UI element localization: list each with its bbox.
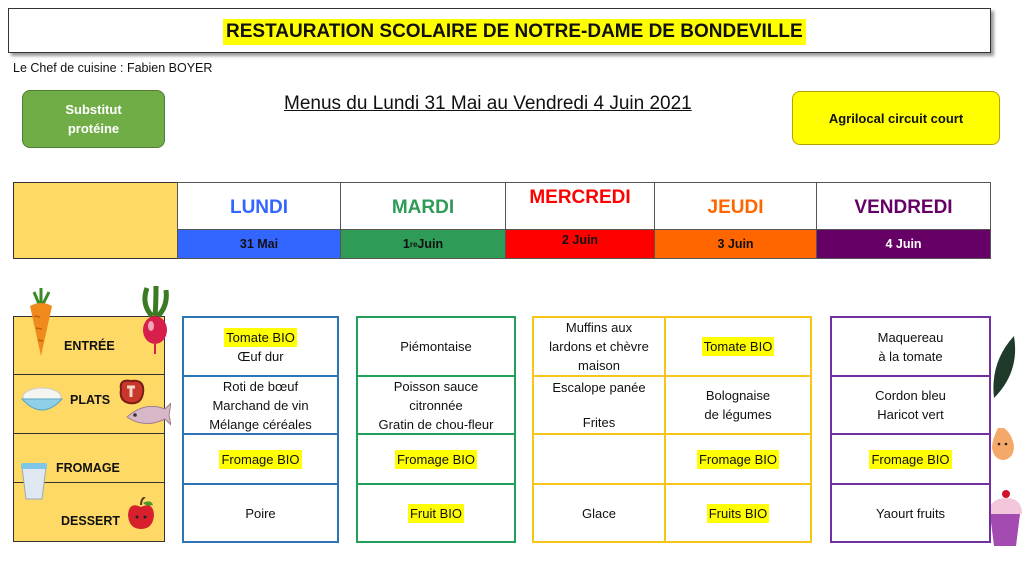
radish-icon (138, 284, 172, 354)
category-fromage: FROMAGE (13, 433, 165, 483)
rice-bowl-icon (18, 385, 66, 417)
lundi-entree: Tomate BIO Œuf dur (182, 316, 339, 377)
category-entree: ENTRÉE (13, 316, 165, 375)
day-lundi: LUNDI (177, 182, 341, 230)
date-mercredi: 2 Juin (505, 229, 655, 259)
day-vendredi: VENDREDI (816, 182, 991, 230)
mercredi-entree: Muffins aux lardons et chèvre maison (532, 316, 666, 377)
mardi-dessert: Fruit BIO (356, 483, 516, 543)
lundi-plats: Roti de bœuf Marchand de vin Mélange céréales (182, 375, 339, 435)
legend-agrilocal (792, 91, 1000, 145)
mercredi-fromage (532, 433, 666, 485)
mercredi-dessert: Glace (532, 483, 666, 543)
yogurt-icon (18, 461, 50, 501)
legend-agrilocal-label: Agrilocal circuit court (828, 110, 964, 126)
mardi-fromage: Fromage BIO (356, 433, 516, 485)
lundi-fromage: Fromage BIO (182, 433, 339, 485)
day-mardi: MARDI (340, 182, 506, 230)
mercredi-plats: Escalope panée Frites (532, 375, 666, 435)
steak-icon (115, 375, 171, 431)
jeudi-plats: Bolognaise de légumes (664, 375, 812, 435)
date-mardi: 1 re Juin (340, 229, 506, 259)
legend-substitut-label: Substitut protéine (65, 102, 122, 136)
vendredi-entree: Maquereau à la tomate (830, 316, 991, 377)
carrot-icon (24, 286, 58, 358)
date-lundi: 31 Mai (177, 229, 341, 259)
chef-name: Le Chef de cuisine : Fabien BOYER (13, 61, 213, 75)
apple-icon (125, 497, 157, 531)
menu-week-title: Menus du Lundi 31 Mai au Vendredi 4 Juin 2021 (284, 93, 692, 114)
vendredi-dessert: Yaourt fruits (830, 483, 991, 543)
legend-substitut-proteine (22, 90, 165, 148)
pear-icon (988, 420, 1018, 462)
date-jeudi: 3 Juin (654, 229, 817, 259)
day-jeudi: JEUDI (654, 182, 817, 230)
leaf-icon (990, 332, 1020, 402)
date-vendredi: 4 Juin (816, 229, 991, 259)
category-dessert: DESSERT (13, 482, 165, 542)
vendredi-fromage: Fromage BIO (830, 433, 991, 485)
title-box (8, 8, 991, 53)
lundi-dessert: Poire (182, 483, 339, 543)
jeudi-fromage: Fromage BIO (664, 433, 812, 485)
mardi-entree: Piémontaise (356, 316, 516, 377)
day-mercredi: MERCREDI (505, 182, 655, 230)
header-corner-cell (13, 182, 178, 259)
vendredi-plats: Cordon bleu Haricot vert (830, 375, 991, 435)
page-title: RESTAURATION SCOLAIRE DE NOTRE-DAME DE BONDEVILLE (223, 19, 806, 45)
category-plats: PLATS (13, 374, 165, 434)
mardi-plats: Poisson sauce citronnée Gratin de chou-fleur (356, 375, 516, 435)
jeudi-entree: Tomate BIO (664, 316, 812, 377)
jeudi-dessert: Fruits BIO (664, 483, 812, 543)
